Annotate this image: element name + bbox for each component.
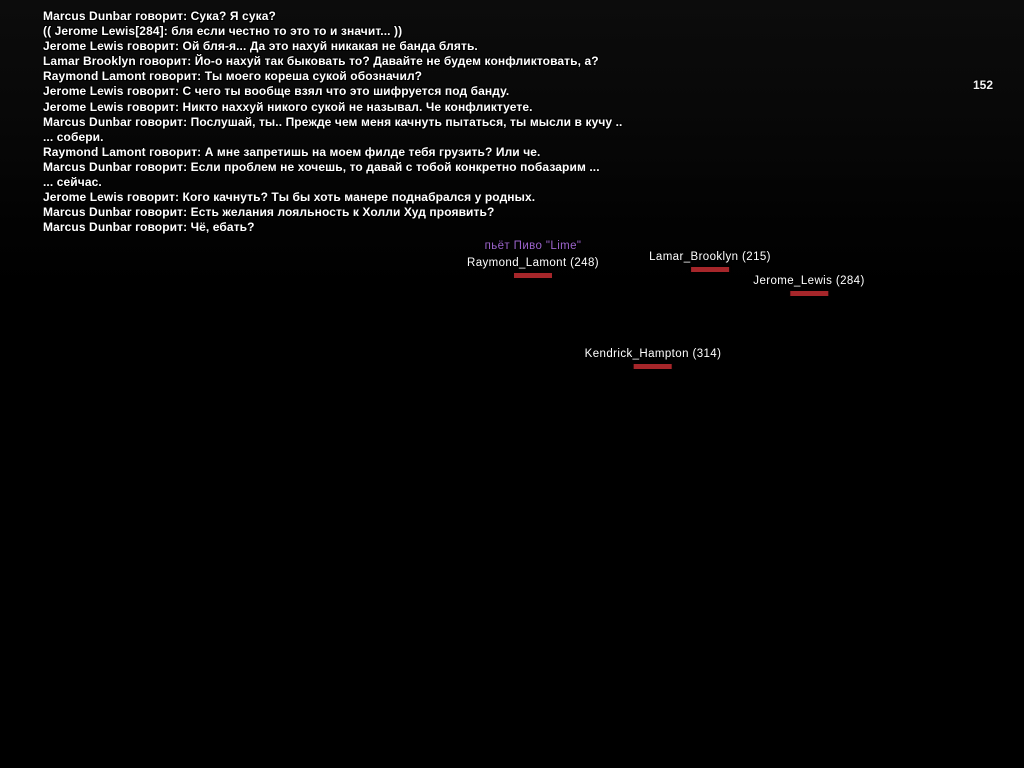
player-name-label: Jerome_Lewis (284) (753, 275, 865, 287)
health-bar (513, 272, 553, 279)
player-name-label: Lamar_Brooklyn (215) (649, 251, 771, 263)
chat-line: ... сейчас. (43, 175, 102, 190)
chat-line: Lamar Brooklyn говорит: Йо-о нахуй так быковать то? Давайте не будем конфликтовать, а? (43, 54, 599, 69)
chat-line: Jerome Lewis говорит: Ой бля-я... Да это нахуй никакая не банда блять. (43, 39, 478, 54)
health-bar (633, 363, 673, 370)
health-bar-fill (691, 267, 729, 272)
chat-line: Marcus Dunbar говорит: Чё, ебать? (43, 220, 255, 235)
player-tag-jerome-lewis (753, 275, 864, 297)
hud-counter: 152 (972, 78, 994, 92)
chat-line: Jerome Lewis говорит: С чего ты вообще взял что это шифруется под банду. (43, 84, 510, 99)
health-bar-fill (514, 273, 552, 278)
player-name-label: Raymond_Lamont (248) (466, 257, 600, 269)
chat-line: Marcus Dunbar говорит: Если проблем не хочешь, то давай с тобой конкретно побазарим ... (43, 159, 600, 174)
action-text: пьёт Пиво "Lime" (484, 240, 582, 252)
health-bar-fill (790, 291, 828, 296)
chat-log (43, 9, 683, 235)
chat-line: Marcus Dunbar говорит: Есть желания лояльность к Холли Худ проявить? (43, 205, 495, 220)
chat-line: Jerome Lewis говорит: Никто наххуй никого сукой не называл. Че конфликтуете. (43, 99, 533, 114)
health-bar (789, 290, 829, 297)
chat-line: Raymond Lamont говорит: Ты моего кореша сукой обозначил? (43, 69, 423, 84)
player-tag-raymond-lamont (467, 240, 599, 279)
health-bar (690, 266, 730, 273)
player-tag-kendrick-hampton (585, 348, 722, 370)
chat-line: ... собери. (43, 129, 104, 144)
player-tag-lamar-brooklyn (649, 251, 771, 273)
health-bar-fill (634, 364, 672, 369)
chat-line: Jerome Lewis говорит: Кого качнуть? Ты бы хоть манере поднабрался у родных. (43, 190, 536, 205)
chat-line: (( Jerome Lewis[284]: бля если честно то это то и значит... )) (43, 24, 403, 39)
chat-line: Marcus Dunbar говорит: Послушай, ты.. Прежде чем меня качнуть пытаться, ты мысли в кучу .. (43, 114, 623, 129)
chat-line: Marcus Dunbar говорит: Сука? Я сука? (43, 9, 276, 23)
chat-line: Raymond Lamont говорит: А мне запретишь на моем филде тебя грузить? Или че. (43, 144, 541, 159)
player-name-label: Kendrick_Hampton (314) (584, 348, 722, 360)
